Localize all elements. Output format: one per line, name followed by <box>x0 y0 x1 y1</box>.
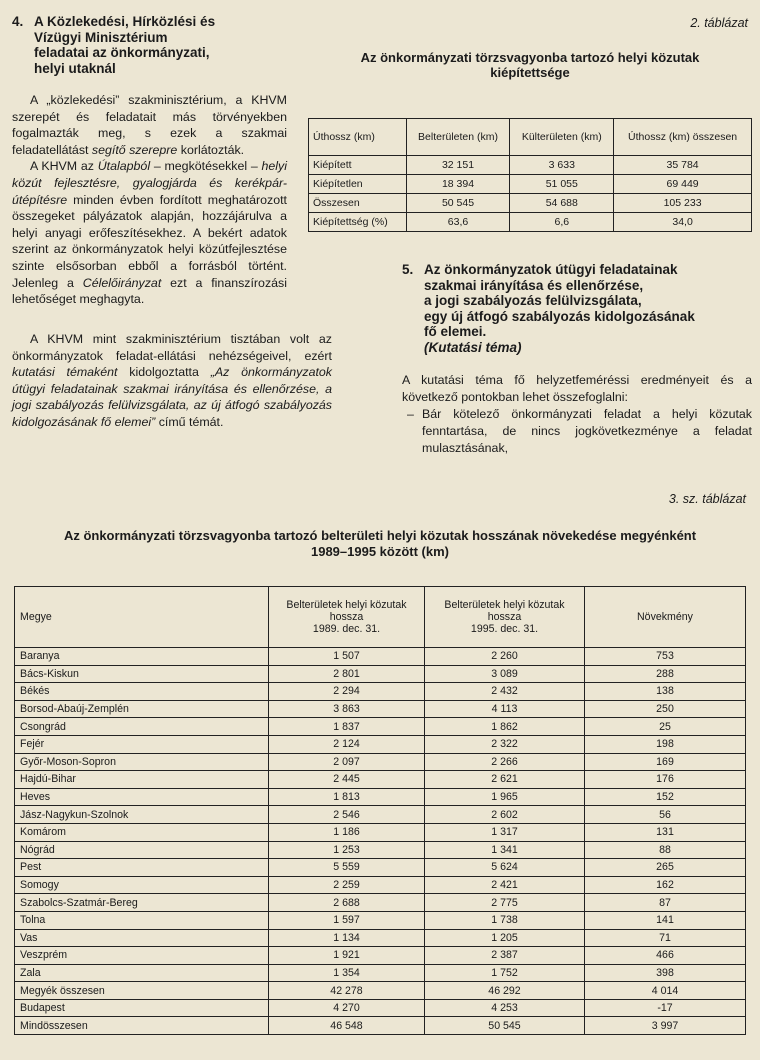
county-name: Fejér <box>15 735 269 753</box>
table-row <box>15 929 746 947</box>
table-cell: 5 624 <box>425 859 585 877</box>
text-run: ezt a finanszírozási lehetőséget meghagyta. <box>12 275 287 307</box>
table-cell: 2 421 <box>425 876 585 894</box>
table-row <box>309 213 752 232</box>
table-row <box>15 823 746 841</box>
table-cell: 466 <box>585 947 746 965</box>
table-row <box>309 194 752 213</box>
table-row <box>309 156 752 175</box>
table-cell: 1 738 <box>425 911 585 929</box>
table-row <box>309 175 752 194</box>
table-3 <box>14 586 746 1035</box>
text-run: című témát. <box>155 414 224 429</box>
county-name: Tolna <box>15 911 269 929</box>
county-name: Baranya <box>15 648 269 666</box>
table-row <box>15 700 746 718</box>
table-cell: 87 <box>585 894 746 912</box>
table-cell: 131 <box>585 823 746 841</box>
table-cell: 2 445 <box>269 771 425 789</box>
table-cell: 2 097 <box>269 753 425 771</box>
county-name: Pest <box>15 859 269 877</box>
table-cell: 1 813 <box>269 788 425 806</box>
table-row <box>15 771 746 789</box>
table-row <box>15 859 746 877</box>
section-number: 5. <box>402 262 414 277</box>
table-row <box>15 718 746 736</box>
table-cell: 1 921 <box>269 947 425 965</box>
table-row <box>15 735 746 753</box>
table-cell: 42 278 <box>269 982 425 1000</box>
table-row <box>15 911 746 929</box>
county-name: Vas <box>15 929 269 947</box>
emphasis: segítő szerepre <box>91 142 178 157</box>
table-cell: 4 253 <box>425 999 585 1017</box>
table-cell: 32 151 <box>406 156 510 175</box>
table-row <box>15 999 746 1017</box>
table-cell: 3 089 <box>425 665 585 683</box>
table-cell: 56 <box>585 806 746 824</box>
emphasis: Útalapból <box>97 159 151 174</box>
emphasis: helyi közút fejlesztésre, gyalogjárda és kerékpár-útépítésre <box>12 159 287 207</box>
text-run: A KHVM az <box>30 159 98 174</box>
section-title-line: helyi utaknál <box>34 60 116 76</box>
table-2 <box>308 118 752 232</box>
table-cell: 51 055 <box>510 175 614 194</box>
table-cell: 2 259 <box>269 876 425 894</box>
table-cell: 753 <box>585 648 746 666</box>
table-cell: 1 341 <box>425 841 585 859</box>
table-cell: 1 965 <box>425 788 585 806</box>
table-cell: 1 317 <box>425 823 585 841</box>
table-row <box>15 806 746 824</box>
section-4-body-continued <box>12 331 332 431</box>
text-run: kidolgoztatta <box>117 365 211 380</box>
title-line: Az önkormányzati törzsvagyonba tartozó belterületi helyi közutak hosszának növekedése megyénként <box>63 528 697 543</box>
table-cell: 138 <box>585 683 746 701</box>
table-cell: 2 688 <box>269 894 425 912</box>
section-title-line: feladatai az önkormányzati, <box>34 45 210 60</box>
column-header-1995 <box>425 587 585 648</box>
table-cell: 1 205 <box>425 929 585 947</box>
table-cell: 2 621 <box>425 771 585 789</box>
table-cell: 1 354 <box>269 964 425 982</box>
table-cell: 1 507 <box>269 648 425 666</box>
section-title-line: szakmai irányítása és ellenőrzése, <box>424 277 644 293</box>
table-cell: 169 <box>585 753 746 771</box>
header-line: hossza <box>487 611 522 623</box>
header-line: Belterületek helyi közutak <box>444 599 565 611</box>
dash-bullet: – <box>407 407 414 421</box>
table-cell: 3 633 <box>510 156 614 175</box>
table-cell: 288 <box>585 665 746 683</box>
section-5-body <box>402 372 752 457</box>
row-label: Kiépített <box>309 156 407 175</box>
county-name: Heves <box>15 788 269 806</box>
table-cell: 2 322 <box>425 735 585 753</box>
county-name: Budapest <box>15 999 269 1017</box>
table-cell: 18 394 <box>406 175 510 194</box>
section-title-line: a jogi szabályozás felülvizsgálata, <box>424 293 642 309</box>
row-label: Összesen <box>309 194 407 213</box>
table-cell: 398 <box>585 964 746 982</box>
county-name: Bács-Kiskun <box>15 665 269 683</box>
section-number: 4. <box>12 14 24 29</box>
title-line: 1989–1995 között (km) <box>310 543 449 559</box>
table-2-title <box>310 50 750 80</box>
table-row <box>15 841 746 859</box>
county-name: Zala <box>15 964 269 982</box>
table-cell: 152 <box>585 788 746 806</box>
title-line: kiépítettsége <box>490 65 570 80</box>
table-cell: 1 134 <box>269 929 425 947</box>
section-title-line: egy új átfogó szabályozás kidolgozásának <box>424 308 695 324</box>
county-name: Győr-Moson-Sopron <box>15 753 269 771</box>
table-cell: 1 253 <box>269 841 425 859</box>
table-cell: 2 602 <box>425 806 585 824</box>
text-run: A KHVM mint szakminisztérium tisztában volt az önkormányzatok feladat-ellátási nehézségeivel, ezért <box>12 332 332 363</box>
table-cell: 35 784 <box>614 156 752 175</box>
table-cell: 71 <box>585 929 746 947</box>
text-run: A „közlekedési” szakminisztérium, a KHVM szerepét és feladatait más törvényekben fogalmazták meg, s ezek a szakmai feladatellátást <box>12 93 287 157</box>
table-cell: 198 <box>585 735 746 753</box>
row-label: Kiépítettség (%) <box>309 213 407 232</box>
table-cell: 34,0 <box>614 213 752 232</box>
table-cell: 2 432 <box>425 683 585 701</box>
table-cell: 6,6 <box>510 213 614 232</box>
table-cell: 1 837 <box>269 718 425 736</box>
table-cell: 25 <box>585 718 746 736</box>
table-2-caption: 2. táblázat <box>690 16 748 30</box>
table-row <box>15 1017 746 1035</box>
table-cell: 4 113 <box>425 700 585 718</box>
column-header: Külterületen (km) <box>510 119 614 156</box>
table-cell: 50 545 <box>425 1017 585 1035</box>
table-cell: 1 862 <box>425 718 585 736</box>
title-line: Az önkormányzati törzsvagyonba tartozó helyi közutak <box>360 50 700 65</box>
table-cell: 176 <box>585 771 746 789</box>
emphasis: „Az önkormányzatok útügyi feladatainak szakmai irányítása és ellenőrzése, a jogi szabályozás felülvizsgálata, az új átfogó szabályozás kidolgozásának fő elemei” <box>12 365 332 429</box>
table-cell: 2 294 <box>269 683 425 701</box>
table-row <box>15 894 746 912</box>
table-row <box>15 648 746 666</box>
table-row <box>15 876 746 894</box>
table-cell: 46 548 <box>269 1017 425 1035</box>
county-name: Nógrád <box>15 841 269 859</box>
row-label: Kiépítetlen <box>309 175 407 194</box>
column-header-growth: Növekmény <box>585 587 746 648</box>
paragraph: A kutatási téma fő helyzetfeméréssi eredményeit és a következő pontokban lehet összefoglalni: <box>402 373 752 404</box>
county-name: Megyék összesen <box>15 982 269 1000</box>
county-name: Szabolcs-Szatmár-Bereg <box>15 894 269 912</box>
county-name: Jász-Nagykun-Szolnok <box>15 806 269 824</box>
table-cell: 2 775 <box>425 894 585 912</box>
table-3-caption: 3. sz. táblázat <box>668 492 746 506</box>
section-title-line: fő elemei. <box>424 324 487 340</box>
table-row <box>15 982 746 1000</box>
table-cell: 1 597 <box>269 911 425 929</box>
section-title-line: Az önkormányzatok útügyi feladatainak <box>424 262 678 277</box>
paragraph <box>12 92 287 158</box>
section-title-line: A Közlekedési, Hírközlési és <box>34 14 216 29</box>
table-cell: 4 270 <box>269 999 425 1017</box>
table-row <box>15 947 746 965</box>
table-cell: -17 <box>585 999 746 1017</box>
table-cell: 2 266 <box>425 753 585 771</box>
list-item <box>402 406 752 457</box>
column-header: Úthossz (km) <box>309 119 407 156</box>
table-cell: 265 <box>585 859 746 877</box>
header-line: Belterületek helyi közutak <box>286 599 407 611</box>
table-cell: 4 014 <box>585 982 746 1000</box>
table-row <box>15 753 746 771</box>
section-title-line: Vízügyi Minisztérium <box>34 29 168 45</box>
header-line: 1995. dec. 31. <box>470 623 539 635</box>
table-cell: 2 387 <box>425 947 585 965</box>
table-cell: 105 233 <box>614 194 752 213</box>
table-cell: 69 449 <box>614 175 752 194</box>
table-row <box>15 788 746 806</box>
table-cell: 63,6 <box>406 213 510 232</box>
text-run: minden évben fordított meghatározott összegeket pályázatok alapján, hozzájárulva a helyi anyagi erőfeszítésekhez. A bekért adatok szerint az önkormányzatok helyi közútfejlesztése szinte elsősorban ebből a forrásból történt. Jelenleg a <box>12 192 287 290</box>
table-cell: 141 <box>585 911 746 929</box>
emphasis: kutatási témaként <box>12 365 118 380</box>
county-name: Hajdú-Bihar <box>15 771 269 789</box>
header-line: hossza <box>329 611 364 623</box>
table-cell: 46 292 <box>425 982 585 1000</box>
table-row <box>15 683 746 701</box>
table-cell: 1 752 <box>425 964 585 982</box>
table-row <box>15 665 746 683</box>
county-name: Békés <box>15 683 269 701</box>
header-line: 1989. dec. 31. <box>312 623 381 635</box>
table-cell: 2 546 <box>269 806 425 824</box>
county-name: Mindösszesen <box>15 1017 269 1035</box>
list-item-text: Bár kötelező önkormányzati feladat a helyi közutak fenntartása, de nincs jogkövetkezménye a feladat mulasztásának, <box>422 407 752 455</box>
county-name: Somogy <box>15 876 269 894</box>
table-cell: 88 <box>585 841 746 859</box>
section-subtitle: (Kutatási téma) <box>424 339 522 355</box>
table-cell: 3 997 <box>585 1017 746 1035</box>
table-cell: 2 124 <box>269 735 425 753</box>
county-name: Komárom <box>15 823 269 841</box>
column-header-1989 <box>269 587 425 648</box>
table-cell: 1 186 <box>269 823 425 841</box>
table-cell: 3 863 <box>269 700 425 718</box>
column-header: Úthossz (km) összesen <box>614 119 752 156</box>
county-name: Csongrád <box>15 718 269 736</box>
paragraph <box>12 158 287 307</box>
table-cell: 162 <box>585 876 746 894</box>
table-cell: 54 688 <box>510 194 614 213</box>
paragraph <box>12 331 332 431</box>
table-cell: 250 <box>585 700 746 718</box>
table-cell: 50 545 <box>406 194 510 213</box>
county-name: Borsod-Abaúj-Zemplén <box>15 700 269 718</box>
county-name: Veszprém <box>15 947 269 965</box>
table-3-title <box>20 528 740 559</box>
text-run: korlátozták. <box>177 142 245 157</box>
table-cell: 2 260 <box>425 648 585 666</box>
text-run: – megkötésekkel – <box>150 159 262 174</box>
table-cell: 2 801 <box>269 665 425 683</box>
emphasis: Célelőirányzat <box>82 275 162 290</box>
column-header-county: Megye <box>15 587 269 648</box>
table-cell: 5 559 <box>269 859 425 877</box>
section-4-body <box>12 92 287 308</box>
column-header: Belterületen (km) <box>406 119 510 156</box>
table-row <box>15 964 746 982</box>
